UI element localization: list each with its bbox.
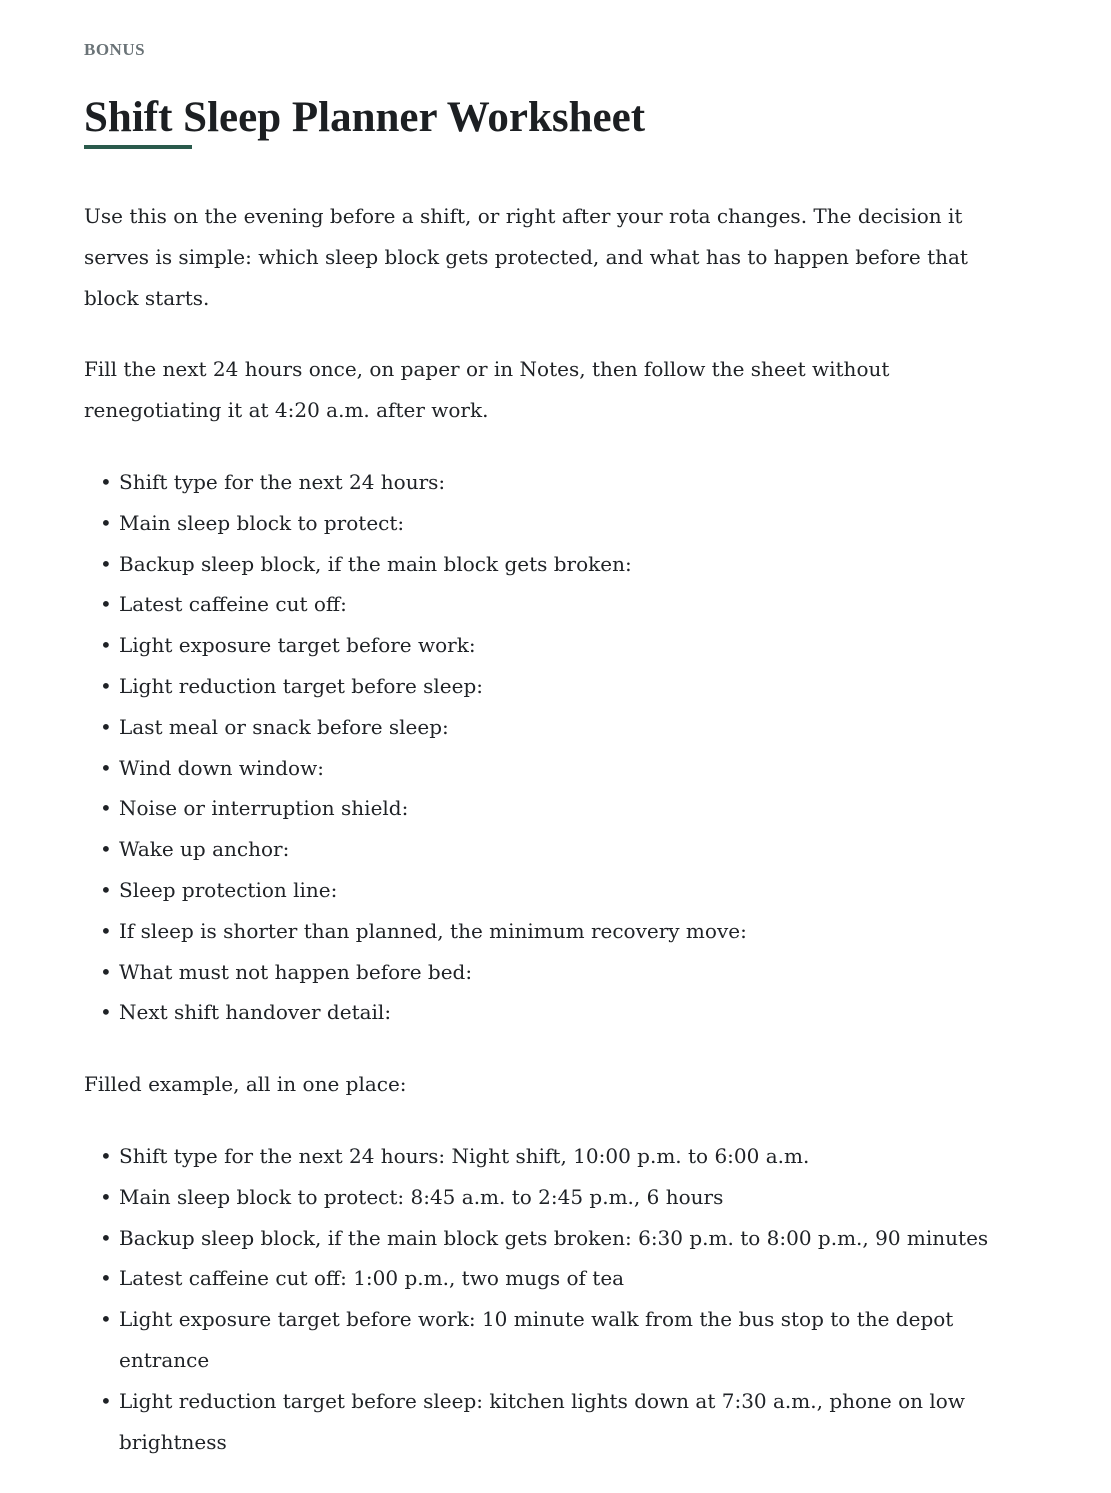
list-item: • Wake up anchor:: [119, 829, 1024, 870]
list-item: • Wind down window:: [119, 748, 1024, 789]
list-item: • Latest caffeine cut off:: [119, 584, 1024, 625]
list-item: • Light reduction target before sleep: kitchen lights down at 7:30 a.m., phone on low brightness: [119, 1381, 1024, 1463]
list-item: • Last meal or snack before sleep:: [119, 707, 1024, 748]
list-item: • Shift type for the next 24 hours: Night shift, 10:00 p.m. to 6:00 a.m.: [119, 1136, 1024, 1177]
list-item: • Main sleep block to protect:: [119, 503, 1024, 544]
list-item: • Backup sleep block, if the main block gets broken: 6:30 p.m. to 8:00 p.m., 90 minutes: [119, 1218, 1024, 1259]
list-item: • Shift type for the next 24 hours:: [119, 462, 1024, 503]
list-item: • What must not happen before bed:: [119, 952, 1024, 993]
page-title: Shift Sleep Planner Worksheet: [84, 94, 646, 141]
example-list: [84, 1136, 1024, 1462]
list-item: • Backup sleep block, if the main block gets broken:: [119, 544, 1024, 585]
list-item: • If sleep is shorter than planned, the minimum recovery move:: [119, 911, 1024, 952]
list-item: • Main sleep block to protect: 8:45 a.m. to 2:45 p.m., 6 hours: [119, 1177, 1024, 1218]
example-intro: Filled example, all in one place:: [84, 1072, 407, 1097]
instructions-paragraph: Fill the next 24 hours once, on paper or in Notes, then follow the sheet without renegotiating it at 4:20 a.m. after work.: [84, 357, 890, 423]
list-item: • Light exposure target before work:: [119, 625, 1024, 666]
list-item: • Next shift handover detail:: [119, 992, 1024, 1033]
list-item: • Noise or interruption shield:: [119, 788, 1024, 829]
worksheet-content: [84, 196, 1024, 1493]
section-eyebrow: BONUS: [84, 40, 146, 59]
title-underline: [84, 145, 192, 149]
intro-paragraph: Use this on the evening before a shift, or right after your rota changes. The decision it serves is simple: which sleep block gets protected, and what has to happen before that block starts.: [84, 204, 968, 310]
list-item: • Sleep protection line:: [119, 870, 1024, 911]
list-item: • Light exposure target before work: 10 minute walk from the bus stop to the depot entrance: [119, 1299, 1024, 1381]
template-list: [84, 462, 1024, 1033]
list-item: • Light reduction target before sleep:: [119, 666, 1024, 707]
list-item: • Latest caffeine cut off: 1:00 p.m., two mugs of tea: [119, 1258, 1024, 1299]
